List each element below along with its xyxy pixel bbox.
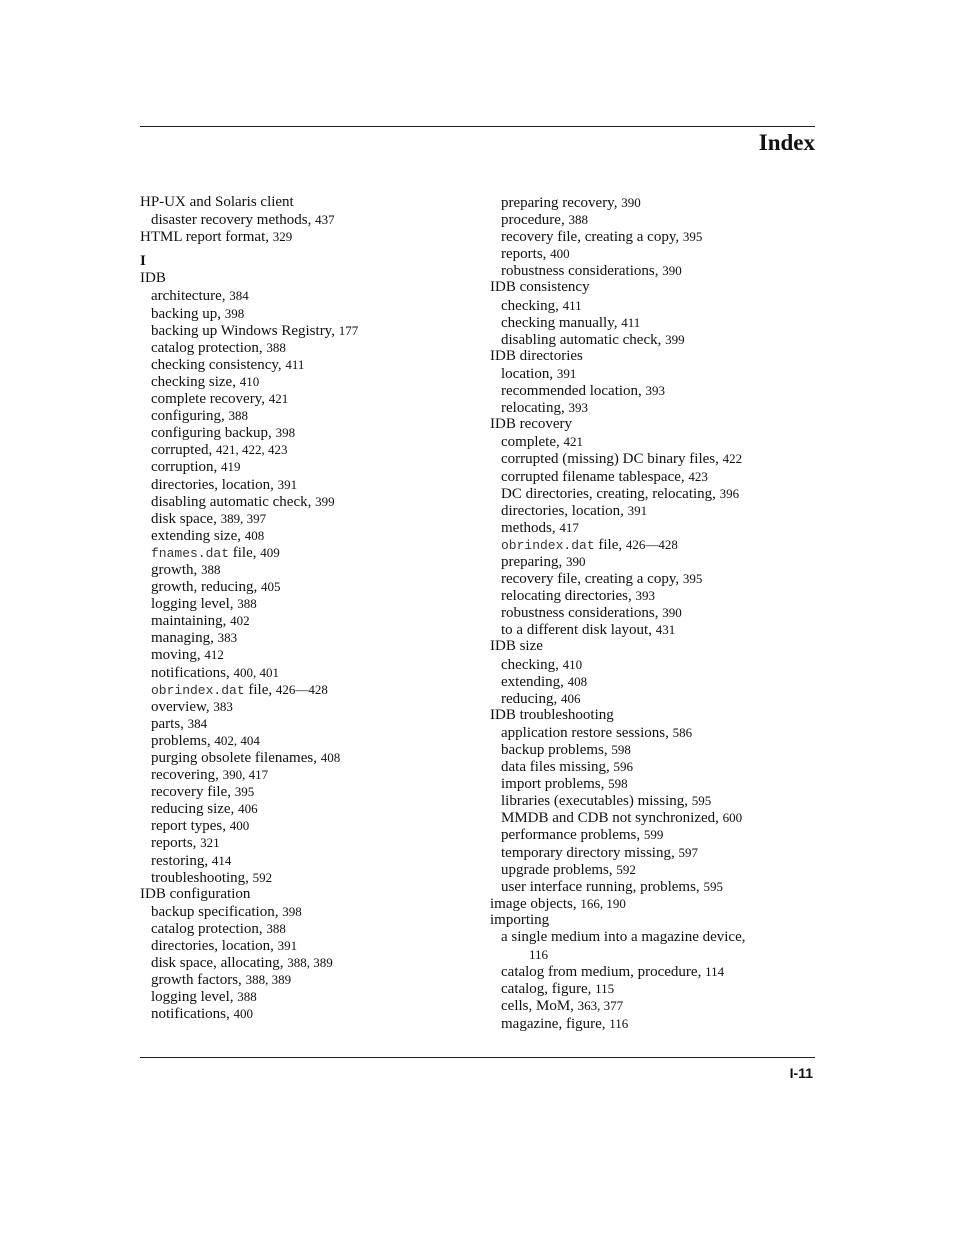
entry-term: reducing,: [501, 690, 558, 707]
index-subentry: [490, 553, 815, 570]
page-reference: 388, 389: [287, 955, 333, 971]
index-subentry: [490, 433, 815, 450]
page-reference: 391: [556, 365, 577, 381]
entry-term: troubleshooting,: [151, 869, 249, 886]
page-reference: 388, 389: [245, 972, 292, 988]
entry-term: image objects,: [490, 895, 577, 912]
page-reference: 390: [621, 195, 641, 210]
entry-term: preparing recovery,: [501, 195, 618, 211]
page-reference: 598: [608, 776, 628, 792]
index-subentry: [140, 766, 480, 783]
entry-term: corrupted filename tablespace,: [501, 468, 685, 485]
page-reference: 421, 422, 423: [215, 442, 288, 458]
page-reference: 592: [252, 869, 273, 885]
entry-term: relocating directories,: [501, 588, 632, 605]
page-reference: 115: [595, 981, 615, 997]
index-subentry: [140, 646, 480, 663]
index-subentry: [490, 946, 815, 963]
page-reference: 391: [277, 476, 298, 492]
index-subentry: [140, 211, 480, 228]
page-reference: 398: [275, 425, 296, 441]
index-subentry: [140, 441, 480, 458]
index-column-left: [140, 194, 480, 1023]
entry-term: cells, MoM,: [501, 998, 574, 1015]
page-reference: 388: [237, 989, 257, 1005]
index-subentry: [490, 844, 815, 861]
entry-term: restoring,: [151, 852, 209, 869]
page-reference: 400: [550, 246, 570, 262]
page-reference: 395: [682, 571, 703, 587]
page-reference: 411: [562, 297, 582, 313]
entry-term: moving,: [151, 647, 201, 664]
page-reference: 388: [266, 339, 286, 355]
entry-term: IDB consistency: [490, 279, 590, 296]
page-reference: 405: [260, 579, 281, 595]
page-reference: 399: [665, 331, 685, 347]
page-reference: 431: [655, 622, 676, 638]
page-reference: 410: [562, 656, 583, 672]
page-reference: 599: [643, 827, 664, 843]
entry-term: magazine, figure,: [501, 1015, 606, 1032]
entry-term: import problems,: [501, 776, 605, 793]
page-reference: 406: [238, 801, 258, 817]
entry-term: importing: [490, 911, 550, 928]
index-subentry: [490, 621, 815, 638]
page-reference: 408: [320, 750, 341, 765]
index-subentry: [490, 365, 815, 382]
index-subentry: [490, 758, 815, 775]
page-reference: 414: [211, 852, 232, 868]
index-subentry: [140, 339, 480, 356]
page-reference: 384: [229, 288, 249, 304]
page-reference: 423: [688, 468, 708, 484]
entry-term: DC directories, creating, relocating,: [501, 485, 716, 502]
page-reference: 390: [565, 553, 586, 569]
index-main-entry: [490, 638, 815, 655]
page-reference: 388: [237, 596, 257, 612]
index-subentry: [140, 561, 480, 578]
page-title: Index: [758, 130, 815, 155]
index-subentry: [490, 809, 815, 826]
index-subentry: [140, 407, 480, 424]
entry-term: temporary directory missing,: [501, 844, 675, 861]
page-reference: 406: [560, 690, 581, 706]
index-subentry: [140, 681, 480, 698]
page-reference: 421: [268, 391, 289, 407]
index-subentry: [140, 373, 480, 390]
page-reference: 390: [662, 605, 682, 621]
page-reference: 393: [635, 588, 656, 604]
page-reference: 402: [230, 613, 250, 629]
page-reference: 116: [609, 1015, 629, 1031]
entry-term: file,: [598, 536, 623, 553]
entry-term: configuring backup,: [151, 425, 272, 442]
index-subentry: [490, 194, 815, 211]
index-subentry: [140, 493, 480, 510]
index-main-entry: [490, 912, 815, 929]
page-reference: 592: [616, 861, 636, 877]
entry-term: HP-UX and Solaris client: [140, 194, 294, 210]
entry-term: reports,: [501, 246, 547, 263]
entry-term: relocating,: [501, 400, 565, 417]
entry-term: robustness considerations,: [501, 605, 659, 622]
index-subentry: [490, 690, 815, 707]
entry-term: a single medium into a magazine device,: [501, 929, 746, 946]
entry-term: checking,: [501, 656, 559, 673]
entry-term: recovery file,: [151, 784, 231, 801]
page-reference: 395: [682, 229, 703, 245]
page-reference: 388: [228, 408, 248, 424]
entry-term: disk space, allocating,: [151, 955, 284, 972]
index-subentry: [140, 869, 480, 886]
code-term: obrindex.dat: [501, 537, 595, 553]
entry-term: MMDB and CDB not synchronized,: [501, 810, 719, 827]
index-subentry: [490, 211, 815, 228]
entry-term: IDB troubleshooting: [490, 706, 614, 723]
entry-term: parts,: [151, 715, 184, 732]
index-subentry: [140, 971, 480, 988]
page-reference: 408: [567, 673, 588, 689]
entry-term: checking size,: [151, 373, 236, 390]
page-reference: 595: [703, 878, 723, 894]
index-subentry: [140, 510, 480, 527]
entry-term: reports,: [151, 835, 197, 852]
entry-term: notifications,: [151, 1006, 230, 1023]
entry-term: logging level,: [151, 596, 234, 613]
page-reference: 383: [217, 630, 238, 646]
entry-term: disabling automatic check,: [151, 493, 312, 510]
page-reference: 398: [224, 305, 245, 321]
page-reference: 437: [315, 212, 335, 228]
index-subentry: [140, 322, 480, 339]
page-reference: 417: [559, 519, 579, 535]
index-subentry: [140, 544, 480, 561]
entry-term: libraries (executables) missing,: [501, 793, 689, 810]
page-reference: 412: [204, 647, 224, 663]
index-subentry: [490, 485, 815, 502]
entry-term: reducing size,: [151, 801, 235, 818]
index-main-entry: [490, 416, 815, 433]
page-reference: 422: [722, 451, 743, 467]
index-subentry: [140, 852, 480, 869]
page-reference: 398: [282, 903, 302, 919]
index-subentry: [490, 792, 815, 809]
entry-term: HTML report format,: [140, 229, 269, 246]
index-subentry: [490, 228, 815, 245]
page-reference: 388: [568, 212, 588, 228]
entry-term: corruption,: [151, 459, 218, 476]
page-reference: 389, 397: [220, 510, 267, 526]
entry-term: architecture,: [151, 288, 226, 305]
page-reference: 402, 404: [214, 732, 260, 748]
index-main-entry: [140, 886, 480, 903]
index-subentry: [140, 783, 480, 800]
entry-term: IDB recovery: [490, 416, 573, 433]
index-subentry: [490, 673, 815, 690]
entry-term: upgrade problems,: [501, 861, 613, 878]
entry-term: IDB configuration: [140, 885, 251, 902]
index-subentry: [490, 331, 815, 348]
page-reference: 384: [187, 715, 208, 731]
index-subentry: [490, 468, 815, 485]
entry-term: to a different disk layout,: [501, 622, 652, 639]
entry-term: complete recovery,: [151, 391, 265, 408]
page-reference: 166, 190: [580, 895, 626, 911]
index-subentry: [490, 502, 815, 519]
index-subentry: [490, 450, 815, 467]
page-reference: 408: [244, 527, 265, 543]
index-subentry: [140, 595, 480, 612]
page-reference: 600: [722, 810, 743, 826]
index-subentry: [140, 800, 480, 817]
index-subentry: [140, 458, 480, 475]
index-subentry: [490, 861, 815, 878]
page-reference: 396: [719, 485, 740, 501]
index-subentry: [490, 262, 815, 279]
index-subentry: [140, 424, 480, 441]
page-reference: 388: [201, 561, 221, 577]
index-subentry: [140, 664, 480, 681]
entry-term: overview,: [151, 698, 210, 715]
index-subentry: [490, 963, 815, 980]
index-subentry: [490, 570, 815, 587]
page-reference: 395: [234, 784, 255, 800]
entry-term: backup specification,: [151, 903, 279, 920]
index-subentry: [140, 817, 480, 834]
index-subentry: [140, 390, 480, 407]
entry-term: IDB directories: [490, 347, 583, 364]
page-reference: 411: [621, 314, 641, 330]
entry-term: data files missing,: [501, 759, 610, 776]
page-reference: 596: [613, 759, 633, 775]
index-subentry: [490, 399, 815, 416]
page-reference: 383: [213, 698, 233, 714]
index-subentry: [140, 749, 480, 766]
page-reference: 391: [277, 938, 298, 954]
page-reference: 411: [285, 356, 305, 372]
entry-term: I: [140, 253, 146, 270]
page-reference: 595: [691, 793, 712, 809]
page-reference: 598: [611, 742, 631, 757]
index-subentry: [490, 826, 815, 843]
entry-term: disk space,: [151, 510, 217, 527]
index-subentry: [140, 715, 480, 732]
index-subentry: [490, 775, 815, 792]
index-subentry: [140, 476, 480, 493]
entry-term: checking consistency,: [151, 356, 282, 373]
page-reference: 321: [200, 835, 220, 851]
index-subentry: [140, 698, 480, 715]
index-subentry: [490, 604, 815, 621]
index-column-right: [490, 194, 815, 1032]
page-reference: 399: [315, 493, 335, 509]
index-subentry: [490, 929, 815, 946]
page-reference: 400, 401: [233, 664, 279, 680]
index-subentry: [490, 997, 815, 1014]
entry-term: logging level,: [151, 989, 234, 1006]
index-subentry: [140, 578, 480, 595]
entry-term: procedure,: [501, 212, 565, 229]
code-term: fnames.dat: [151, 545, 230, 561]
entry-term: application restore sessions,: [501, 724, 669, 741]
entry-term: file,: [248, 681, 273, 698]
entry-term: purging obsolete filenames,: [151, 750, 317, 766]
entry-term: location,: [501, 365, 554, 382]
entry-term: backup problems,: [501, 742, 608, 758]
page-reference: 400: [233, 1006, 253, 1022]
page-reference: 114: [705, 964, 725, 980]
page-reference: 586: [672, 724, 693, 740]
page-reference: 177: [338, 322, 359, 338]
index-subentry: [490, 382, 815, 399]
entry-term: recommended location,: [501, 383, 642, 400]
index-subentry: [140, 954, 480, 971]
index-main-entry: [140, 194, 480, 211]
index-subentry: [140, 527, 480, 544]
top-rule: [140, 126, 815, 127]
entry-term: disaster recovery methods,: [151, 212, 312, 229]
page-reference: 390: [662, 263, 682, 279]
entry-term: backing up Windows Registry,: [151, 322, 335, 339]
index-main-entry: [140, 228, 480, 245]
entry-term: backing up,: [151, 305, 221, 322]
entry-term: IDB size: [490, 638, 543, 655]
index-subentry: [140, 920, 480, 937]
page-number: I-11: [789, 1065, 813, 1081]
index-subentry: [490, 587, 815, 604]
entry-term: methods,: [501, 519, 556, 536]
index-letter-heading: [140, 253, 480, 270]
index-subentry: [490, 1015, 815, 1032]
entry-term: growth,: [151, 561, 198, 578]
page-reference: 410: [239, 373, 260, 389]
entry-term: corrupted,: [151, 442, 213, 459]
entry-term: directories, location,: [151, 938, 274, 955]
entry-term: configuring,: [151, 408, 225, 425]
index-subentry: [140, 612, 480, 629]
entry-term: checking,: [501, 297, 559, 314]
entry-term: extending,: [501, 673, 564, 690]
entry-term: preparing,: [501, 553, 563, 570]
entry-term: recovery file, creating a copy,: [501, 571, 680, 588]
index-main-entry: [490, 707, 815, 724]
entry-term: disabling automatic check,: [501, 331, 662, 348]
entry-term: problems,: [151, 732, 211, 749]
entry-term: corrupted (missing) DC binary files,: [501, 451, 719, 468]
index-subentry: [140, 903, 480, 920]
entry-term: directories, location,: [501, 502, 624, 519]
index-subentry: [140, 356, 480, 373]
index-main-entry: [490, 348, 815, 365]
index-main-entry: [490, 895, 815, 912]
page-reference: 388: [266, 920, 286, 936]
page-reference: 329: [272, 229, 293, 245]
page-reference: 363, 377: [577, 998, 624, 1014]
page-reference: 419: [220, 459, 241, 475]
entry-term: catalog protection,: [151, 339, 263, 356]
entry-term: IDB: [140, 270, 166, 287]
entry-term: performance problems,: [501, 827, 641, 844]
page-reference: 421: [563, 434, 583, 450]
entry-term: growth, reducing,: [151, 579, 258, 596]
index-subentry: [490, 656, 815, 673]
page-reference: 426—428: [275, 681, 328, 697]
page-reference: 426—428: [625, 536, 678, 552]
entry-term: catalog, figure,: [501, 981, 592, 998]
index-subentry: [140, 287, 480, 304]
entry-term: user interface running, problems,: [501, 878, 700, 895]
entry-term: checking manually,: [501, 314, 618, 331]
index-subentry: [140, 988, 480, 1005]
page-reference: 400: [229, 818, 250, 834]
entry-term: catalog protection,: [151, 920, 263, 937]
index-subentry: [490, 245, 815, 262]
entry-term: growth factors,: [151, 972, 242, 989]
entry-term: recovering,: [151, 767, 219, 784]
index-subentry: [490, 980, 815, 997]
index-subentry: [490, 519, 815, 536]
entry-term: complete,: [501, 434, 560, 451]
entry-term: directories, location,: [151, 476, 274, 493]
page-reference: 391: [627, 502, 648, 518]
index-subentry: [140, 834, 480, 851]
entry-term: notifications,: [151, 664, 230, 681]
entry-term: managing,: [151, 630, 214, 647]
bottom-rule: [140, 1057, 815, 1058]
entry-term: file,: [232, 544, 257, 561]
index-subentry: [140, 305, 480, 322]
page-reference: 409: [260, 544, 280, 560]
entry-term: robustness considerations,: [501, 263, 659, 280]
entry-term: catalog from medium, procedure,: [501, 964, 702, 981]
index-subentry: [490, 536, 815, 553]
index-subentry: [140, 629, 480, 646]
index-subentry: [490, 741, 815, 758]
index-subentry: [490, 878, 815, 895]
page-reference: 116: [529, 947, 549, 963]
index-subentry: [140, 732, 480, 749]
index-main-entry: [140, 270, 480, 287]
entry-term: maintaining,: [151, 613, 227, 630]
index-subentry: [140, 937, 480, 954]
page-reference: 390, 417: [222, 767, 269, 783]
page-reference: 393: [645, 383, 666, 399]
entry-term: report types,: [151, 818, 226, 835]
index-subentry: [490, 297, 815, 314]
page-reference: 393: [568, 400, 588, 416]
entry-term: recovery file, creating a copy,: [501, 229, 680, 246]
index-subentry: [140, 1005, 480, 1022]
index-subentry: [490, 314, 815, 331]
code-term: obrindex.dat: [151, 682, 245, 698]
index-main-entry: [490, 279, 815, 296]
index-subentry: [490, 724, 815, 741]
page-reference: 597: [678, 844, 698, 860]
entry-term: extending size,: [151, 527, 241, 544]
